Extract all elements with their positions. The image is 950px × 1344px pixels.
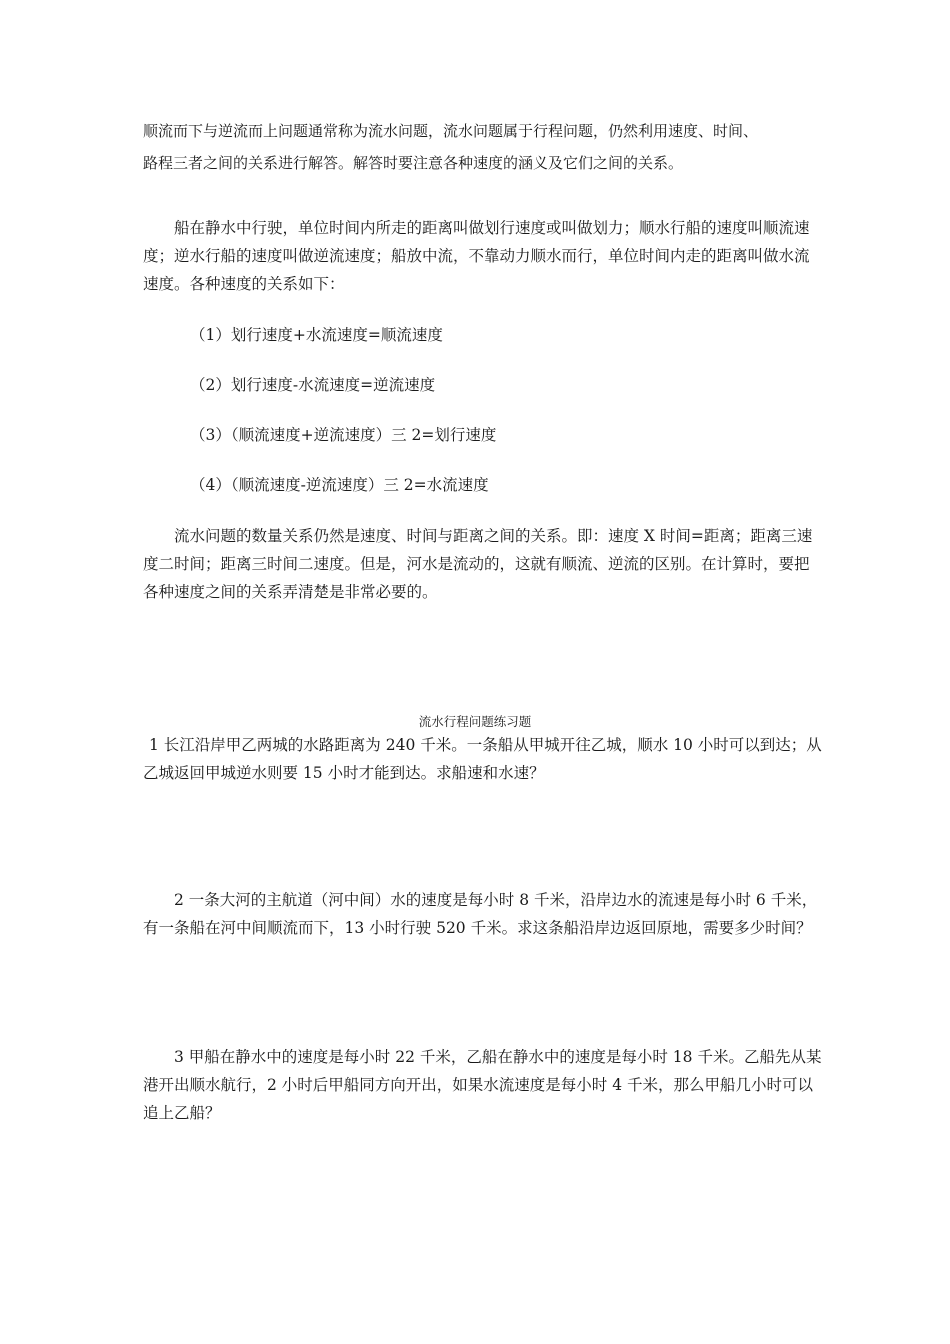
formula-3: （3）（顺流速度+逆流速度）三 2=划行速度 — [190, 426, 497, 444]
intro-line-1: 顺流而下与逆流而上问题通常称为流水问题，流水问题属于行程问题，仍然利用速度、时间、 — [143, 122, 759, 140]
formula-1: （1）划行速度+水流速度=顺流速度 — [190, 326, 443, 344]
paragraph-speed-definitions: 船在静水中行驶，单位时间内所走的距离叫做划行速度或叫做划力；顺水行船的速度叫顺流速度；逆水行船的速度叫做逆流速度；船放中流，不靠动力顺水而行，单位时间内走的距离叫做水流速度。各种速度的关系如下： — [143, 219, 810, 293]
paragraph-quantity-relation: 流水问题的数量关系仍然是速度、时间与距离之间的关系。即：速度 X 时间=距离；距离三速度二时间；距离三时间二速度。但是，河水是流动的，这就有顺流、逆流的区别。在计算时，要把各种速度之间的关系弄清楚是非常必要的。 — [143, 527, 813, 601]
section-title: 流水行程问题练习题 — [418, 714, 532, 729]
question-1: 1 长江沿岸甲乙两城的水路距离为 240 千米。一条船从甲城开往乙城，顺水 10 小时可以到达；从乙城返回甲城逆水则要 15 小时才能到达。求船速和水速？ — [143, 736, 822, 782]
formula-2: （2）划行速度-水流速度=逆流速度 — [190, 376, 436, 394]
formula-4: （4）（顺流速度-逆流速度）三 2=水流速度 — [190, 476, 489, 494]
intro-line-2: 路程三者之间的关系进行解答。解答时要注意各种速度的涵义及它们之间的关系。 — [143, 154, 684, 172]
question-2: 2 一条大河的主航道（河中间）水的速度是每小时 8 千米，沿岸边水的流速是每小时 6 千米，有一条船在河中间顺流而下，13 小时行驶 520 千米。求这条船沿岸边返回原地，需要多少时间？ — [143, 891, 818, 937]
intro-text — [143, 121, 823, 173]
question-3: 3 甲船在静水中的速度是每小时 22 千米，乙船在静水中的速度是每小时 18 千米。乙船先从某港开出顺水航行，2 小时后甲船同方向开出，如果水流速度是每小时 4 千米，那么甲船几小时可以追上乙船？ — [143, 1048, 822, 1122]
